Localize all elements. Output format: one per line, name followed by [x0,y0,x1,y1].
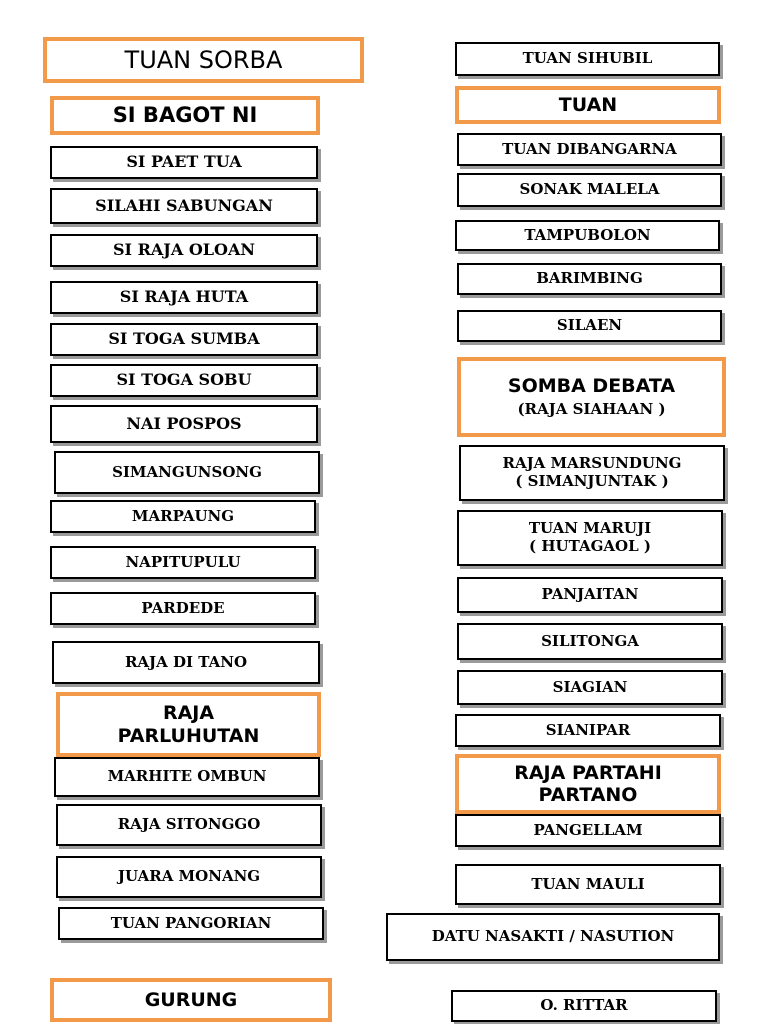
box-tampubolon [455,220,720,251]
box-raja-parluhutan-line2: PARLUHUTAN [117,724,260,747]
box-silahi-sabungan [50,188,318,224]
box-tuan-pangorian [58,907,324,940]
box-tuan-pangorian-label: TUAN PANGORIAN [110,913,272,932]
box-si-bagot-ni-label: SI BAGOT NI [112,103,258,128]
box-si-toga-sumba [50,323,318,356]
box-tampubolon-label: TAMPUBOLON [524,225,651,244]
box-marpaung [50,500,316,533]
box-silaen-label: SILAEN [556,316,623,335]
box-tuan-dibangarna [457,133,722,166]
box-siagian [457,670,723,705]
box-pangellam [455,814,721,847]
box-somba-debata-sub: (RAJA SIAHAAN ) [517,400,666,419]
box-pangellam-label: PANGELLAM [533,820,643,839]
box-tuan-label: TUAN [558,93,618,116]
box-o-rittar [451,990,717,1022]
box-si-raja-huta-label: SI RAJA HUTA [119,287,249,307]
box-silahi-sabungan-label: SILAHI SABUNGAN [95,195,273,215]
box-juara-monang-label: JUARA MONANG [117,867,261,886]
box-sianipar-label: SIANIPAR [545,720,631,739]
box-somba-debata [457,357,726,437]
box-sonak-malela-label: SONAK MALELA [519,180,660,199]
box-marhite-ombun [54,757,320,797]
box-simangunsong [54,451,320,494]
box-raja-di-tano-label: RAJA DI TANO [124,652,248,671]
box-raja-parluhutan-line1: RAJA [162,702,215,725]
box-si-toga-sumba-label: SI TOGA SUMBA [108,329,260,349]
box-raja-sitonggo [56,804,322,846]
box-tuan-sorba [43,37,364,83]
box-si-paet-tua-label: SI PAET TUA [126,152,242,172]
box-pardede-label: PARDEDE [141,598,225,617]
box-raja-sitonggo-label: RAJA SITONGGO [117,815,261,834]
box-tuan-maruji [457,510,723,566]
box-raja-partahi-line2: PARTANO [538,784,638,806]
box-tuan-sihubil-label: TUAN SIHUBIL [522,49,653,68]
box-silaen [457,310,722,342]
box-somba-debata-label: SOMBA DEBATA [507,374,676,397]
box-tuan [455,86,721,124]
box-raja-parluhutan [56,692,321,757]
box-datu-nasakti-label: DATU NASAKTI / NASUTION [431,927,675,946]
box-silitonga-label: SILITONGA [541,631,639,650]
box-nai-pospos [50,405,318,443]
box-si-toga-sobu-label: SI TOGA SOBU [116,370,252,390]
box-si-bagot-ni [50,96,320,135]
box-gurung [50,978,332,1022]
box-tuan-maruji-line2: ( HUTAGAOL ) [529,537,651,555]
box-o-rittar-label: O. RITTAR [540,996,628,1015]
box-raja-partahi [455,754,721,814]
box-gurung-label: GURUNG [144,988,238,1011]
box-pardede [50,592,316,625]
box-barimbing-label: BARIMBING [536,269,643,288]
box-marpaung-label: MARPAUNG [131,506,235,525]
box-barimbing [457,263,722,295]
box-nai-pospos-label: NAI POSPOS [126,413,242,433]
box-tuan-maruji-line1: TUAN MARUJI [528,519,652,538]
box-tuan-mauli [455,864,721,905]
box-si-raja-oloan-label: SI RAJA OLOAN [112,240,256,260]
box-raja-di-tano [52,641,320,684]
box-raja-marsundung-line1: RAJA MARSUNDUNG [502,454,682,473]
box-datu-nasakti [386,913,720,961]
box-napitupulu [50,546,316,579]
box-napitupulu-label: NAPITUPULU [125,552,241,571]
box-simangunsong-label: SIMANGUNSONG [112,462,262,481]
box-tuan-dibangarna-label: TUAN DIBANGARNA [502,139,677,158]
box-tuan-sorba-label: TUAN SORBA [124,45,283,74]
box-juara-monang [56,856,322,898]
box-si-raja-oloan [50,234,318,267]
box-silitonga [457,623,723,660]
box-panjaitan-label: PANJAITAN [541,585,639,604]
box-panjaitan [457,577,723,613]
box-marhite-ombun-label: MARHITE OMBUN [107,767,267,786]
box-tuan-mauli-label: TUAN MAULI [531,874,645,893]
box-tuan-sihubil [455,42,720,76]
box-si-raja-huta [50,281,318,314]
box-sianipar [455,714,721,747]
box-raja-marsundung [459,445,725,501]
box-si-toga-sobu [50,364,318,397]
box-si-paet-tua [50,146,318,179]
box-sonak-malela [457,173,722,207]
box-raja-partahi-line1: RAJA PARTAHI [514,761,662,784]
box-raja-marsundung-line2: ( SIMANJUNTAK ) [515,472,669,490]
box-siagian-label: SIAGIAN [552,677,628,696]
